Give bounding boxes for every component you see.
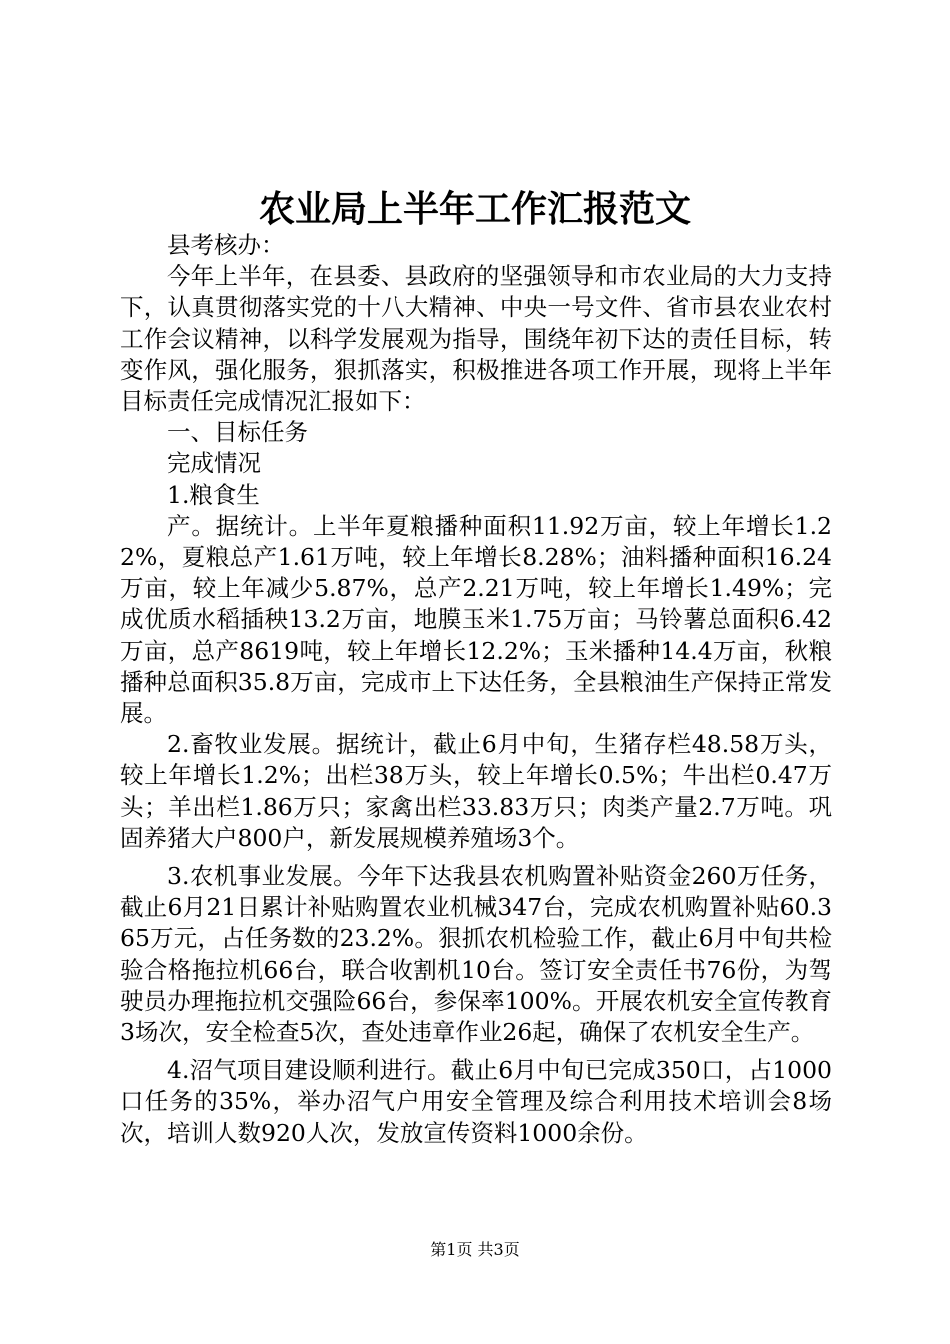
section-heading: 一、目标任务 <box>167 418 308 447</box>
subsection-heading: 完成情况 <box>167 449 261 478</box>
machinery-paragraph: 3.农机事业发展。今年下达我县农机购置补贴资金260万任务，截止6月21日累计补贴购置农业机械347台，完成农机购置补贴60.365万元，占任务数的23.2%。狠抓农机检验工作，截止6月中旬共检验合格拖拉机66台，联合收割机10台。签订安全责任书76份，为驾驶员办理拖拉机交强险66台，参保率100%。开展农机安全宣传教育3场次，安全检查5次，查处违章作业26起，确保了农机安全生产。 <box>120 862 832 1047</box>
intro-paragraph: 今年上半年，在县委、县政府的坚强领导和市农业局的大力支持下，认真贯彻落实党的十八大精神、中央一号文件、省市县农业农村工作会议精神，以科学发展观为指导，围绕年初下达的责任目标，转变作风，强化服务，狠抓落实，积极推进各项工作开展，现将上半年目标责任完成情况汇报如下： <box>120 262 832 416</box>
livestock-paragraph: 2.畜牧业发展。据统计，截止6月中旬，生猪存栏48.58万头，较上年增长1.2%；出栏38万头，较上年增长0.5%；牛出栏0.47万头；羊出栏1.86万只；家禽出栏33.83万只；肉类产量2.7万吨。巩固养猪大户800户，新发展规模养殖场3个。 <box>120 730 832 852</box>
page-number-footer: 第1页 共3页 <box>430 1240 520 1259</box>
document-body <box>120 230 832 1149</box>
biogas-paragraph: 4.沼气项目建设顺利进行。截止6月中旬已完成350口，占1000口任务的35%，举办沼气户用安全管理及综合利用技术培训会8场次，培训人数920人次，发放宣传资料1000余份。 <box>120 1056 832 1147</box>
item-heading-grain: 1.粮食生 <box>167 480 260 509</box>
document-title: 农业局上半年工作汇报范文 <box>258 188 691 230</box>
grain-paragraph: 产。据统计。上半年夏粮播种面积11.92万亩，较上年增长1.22%，夏粮总产1.61万吨，较上年增长8.28%；油料播种面积16.24万亩，较上年减少5.87%，总产2.21万吨，较上年增长1.49%；完成优质水稻插秧13.2万亩，地膜玉米1.75万亩；马铃薯总面积6.42万亩，总产8619吨，较上年增长12.2%；玉米播种14.4万亩，秋粮播种总面积35.8万亩，完成市上下达任务，全县粮油生产保持正常发展。 <box>120 511 832 728</box>
salutation: 县考核办： <box>167 231 285 259</box>
